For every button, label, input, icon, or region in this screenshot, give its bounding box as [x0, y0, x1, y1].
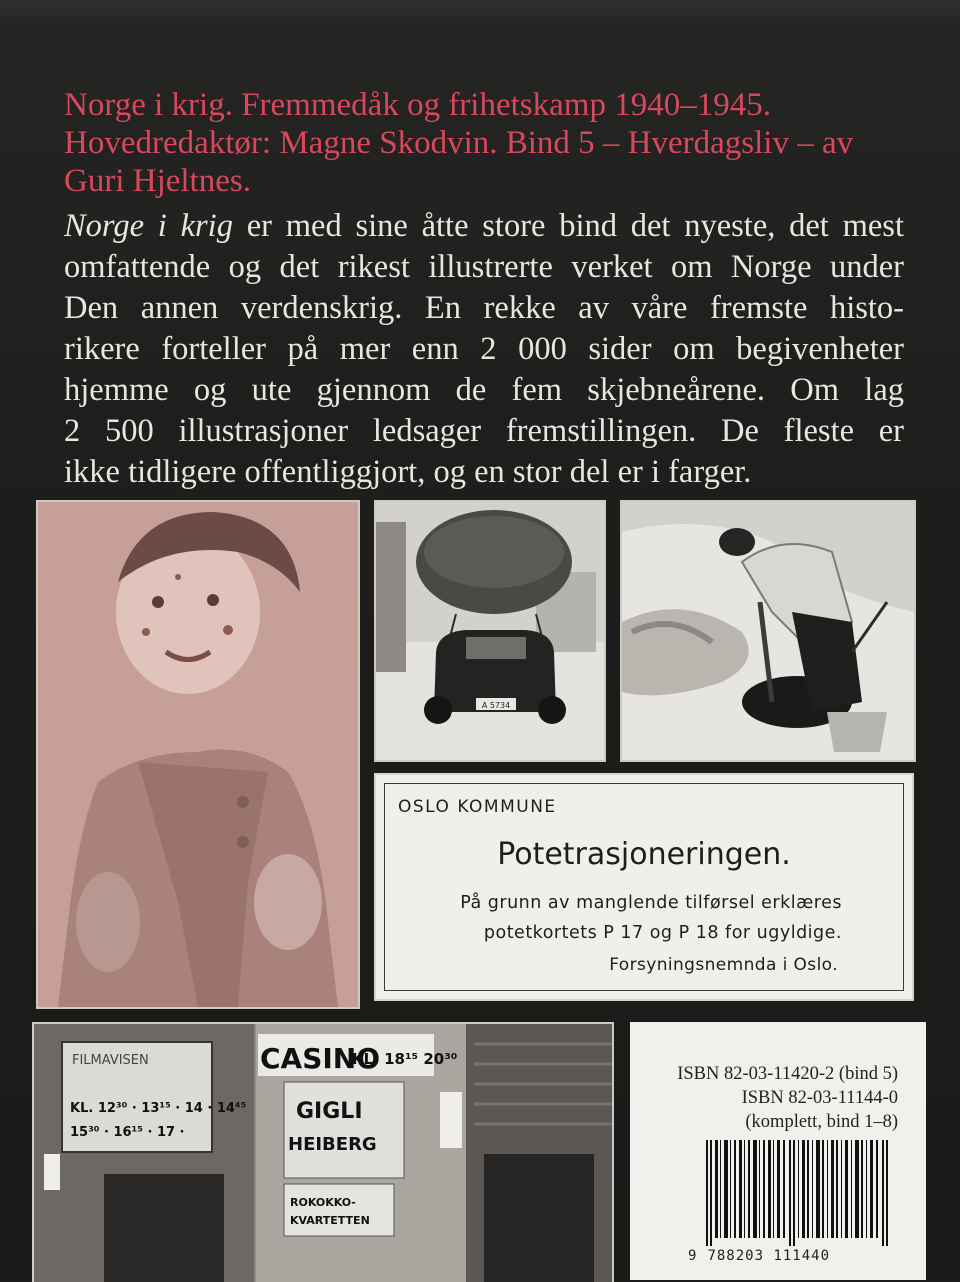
- barcode-first-digit: 9: [688, 1248, 698, 1264]
- cinema-times-2: 15³⁰ · 16¹⁵ · 17 ·: [70, 1125, 185, 1140]
- barcode-number: [688, 1248, 928, 1264]
- description-text: [64, 206, 904, 493]
- notice-org: OSLO KOMMUNE: [398, 797, 557, 817]
- description-line-text: er med sine åtte store bind det nyeste, det mest: [232, 208, 904, 244]
- isbn-text: [630, 1062, 898, 1134]
- isbn-line: ISBN 82-03-11144-0: [741, 1088, 898, 1108]
- title-line: Norge i krig. Fremmedåk og frihetskamp 1940–1945.: [64, 87, 771, 123]
- casino-sign: CASINO: [260, 1042, 381, 1075]
- notice-body-line: På grunn av manglende tilførsel erklæres: [460, 893, 842, 913]
- poster-rokokko: ROKOKKO-: [290, 1196, 356, 1209]
- poster-gigli: GIGLI: [296, 1099, 363, 1124]
- notice-body-line: potetkortets P 17 og P 18 for ugyldige.: [483, 923, 842, 943]
- cover-top-edge: [0, 0, 960, 30]
- bibliographic-title: [64, 86, 924, 200]
- photo-cinema-facade: [32, 1022, 614, 1282]
- poster-kvartetten: KVARTETTEN: [290, 1214, 370, 1227]
- description-line: Den annen verdenskrig. En rekke av våre fremste histo-: [64, 290, 904, 326]
- notice-headline: Potetrasjoneringen.: [497, 837, 791, 872]
- title-line: Guri Hjeltnes.: [64, 163, 251, 199]
- isbn-line: ISBN 82-03-11420-2 (bind 5): [677, 1064, 898, 1084]
- cinema-times-1: KL. 12³⁰ · 13¹⁵ · 14 · 14⁴⁵: [70, 1101, 247, 1116]
- description-line: hjemme og ute gjennom de fem skjebneårene. Om lag: [64, 372, 904, 408]
- photo-man-in-snow: [620, 500, 916, 762]
- barcode-digits: 788203 111440: [707, 1248, 831, 1264]
- series-title-italic: Norge i krig: [64, 208, 233, 244]
- description-line: 2 500 illustrasjoner ledsager fremstillingen. De fleste er: [64, 413, 904, 449]
- description-line: rikere forteller på mer enn 2 000 sider om begivenheter: [64, 331, 904, 367]
- poster-heiberg: HEIBERG: [288, 1134, 377, 1155]
- title-line: Hovedredaktør: Magne Skodvin. Bind 5 – Hverdagsliv – av: [64, 125, 854, 161]
- isbn-panel: [630, 1022, 926, 1280]
- photo-child: [36, 500, 360, 1009]
- barcode: [706, 1140, 896, 1246]
- notice-signature: Forsyningsnemnda i Oslo.: [609, 955, 838, 975]
- photo-gas-balloon-car: [374, 500, 606, 762]
- cinema-sign-left: FILMAVISEN: [72, 1053, 149, 1068]
- description-line: [64, 206, 904, 247]
- isbn-line: (komplett, bind 1–8): [745, 1112, 898, 1132]
- ration-notice: [374, 773, 914, 1001]
- description-line: ikke tidligere offentliggjort, og en stor del er i farger.: [64, 454, 752, 490]
- description-line: omfattende og det rikest illustrerte verket om Norge under: [64, 249, 904, 285]
- car-plate: A 5734: [481, 701, 511, 710]
- casino-time: KL. 18¹⁵ 20³⁰: [352, 1050, 458, 1068]
